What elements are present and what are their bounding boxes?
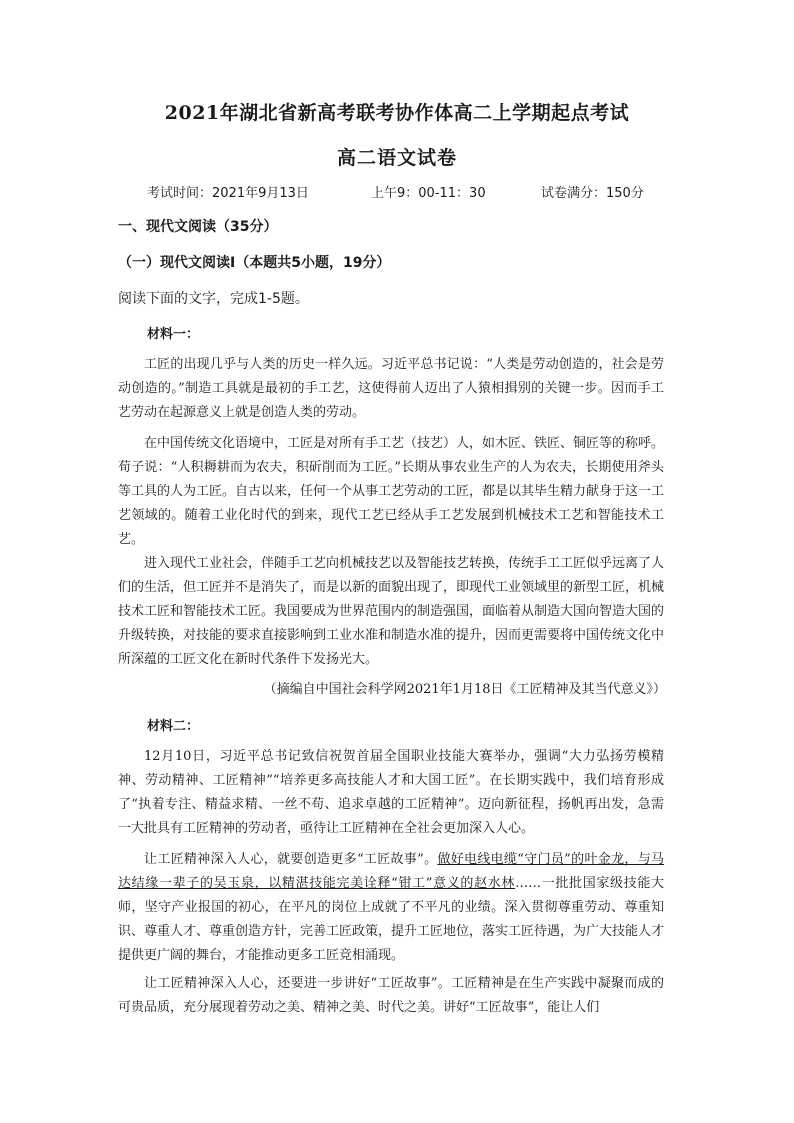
material-two-paragraph-3: 让工匠精神深入人心，还要进一步讲好“工匠故事”。工匠精神是在生产实践中凝聚而成的可贵品质，充分展现着劳动之美、精神之美、时代之美。讲好“工匠故事”，能让人们 [118,976,664,1015]
exam-time: 上午9：00-11：30 [371,186,486,201]
section-heading: 一、现代文阅读（35分） [118,219,278,235]
material-one-label: 材料一： [147,327,200,342]
material-two-paragraph-2 [118,848,664,968]
underlined-passage: 做好电线电缆“守门员”的叶金龙，与马达结缘一辈子的吴玉泉，以精湛技能完美诠释“钳工”意义的赵水林 [118,852,665,891]
material-one-source: （摘编自中国社会科学网2021年1月18日《工匠精神及其当代意义》） [263,682,666,697]
material-two-label: 材料二： [147,719,200,734]
material-one-paragraph-3: 进入现代工业社会，伴随手工艺向机械技艺以及智能技艺转换，传统手工工匠似乎远离了人们的生活，但工匠并不是消失了，而是以新的面貌出现了，即现代工业领域里的新型工匠，机械技术工匠和智能技术工匠。我国要成为世界范围内的制造强国，面临着从制造大国向智造大国的升级转换，对技能的要求直接影响到工业水准和制造水准的提升，因而更需要将中国传统文化中所深蕴的工匠文化在新时代条件下发扬光大。 [118,556,665,667]
material-two-paragraph-1: 12月10日，习近平总书记致信祝贺首届全国职业技能大赛举办，强调“大力弘扬劳模精神、劳动精神、工匠精神”“培养更多高技能人才和大国工匠”。在长期实践中，我们培育形成了“执着专注、精益求精、一丝不苟、追求卓越的工匠精神”。迈向新征程，扬帆再出发，急需一大批具有工匠精神的劳动者，亟待让工匠精神在全社会更加深入人心。 [118,749,664,836]
exam-date: 考试时间：2021年9月13日 [147,186,309,201]
exam-score: 试卷满分：150分 [541,186,644,201]
subsection-heading: （一）现代文阅读Ⅰ（本题共5小题，19分） [118,255,391,271]
paragraph-rest: ……一批批国家级技能大师，坚守产业报国的初心，在平凡的岗位上成就了不平凡的业绩。深入贯彻尊重劳动、尊重知识、尊重人才、尊重创造方针，完善工匠政策，提升工匠地位，落实工匠待遇，为广大技能人才提供更广阔的舞台，才能推动更多工匠竞相涌现。 [118,876,665,963]
paragraph-lead: 让工匠精神深入人心，就要创造更多“工匠故事”。 [144,852,438,867]
exam-title: 2021年湖北省新高考联考协作体高二上学期起点考试 [164,102,630,124]
instruction-text: 阅读下面的文字，完成1-5题。 [118,291,309,307]
exam-subtitle: 高二语文试卷 [336,147,457,169]
material-one-paragraph-2: 在中国传统文化语境中，工匠是对所有手工艺（技艺）人，如木匠、铁匠、铜匠等的称呼。荀子说：“人积耨耕而为农夫，积斫削而为工匠。”长期从事农业生产的人为农夫，长期使用斧头等工具的人为工匠。自古以来，任何一个从事工艺劳动的工匠，都是以其毕生精力献身于这一工艺领域的。随着工业化时代的到来，现代工艺已经从手工艺发展到机械技术工艺和智能技术工艺。 [118,436,665,547]
material-one-paragraph-1: 工匠的出现几乎与人类的历史一样久远。习近平总书记说：“人类是劳动创造的，社会是劳动创造的。”制造工具就是最初的手工艺，这使得前人迈出了人猿相揖别的关键一步。因而手工艺劳动在起源意义上就是创造人类的劳动。 [118,357,664,420]
